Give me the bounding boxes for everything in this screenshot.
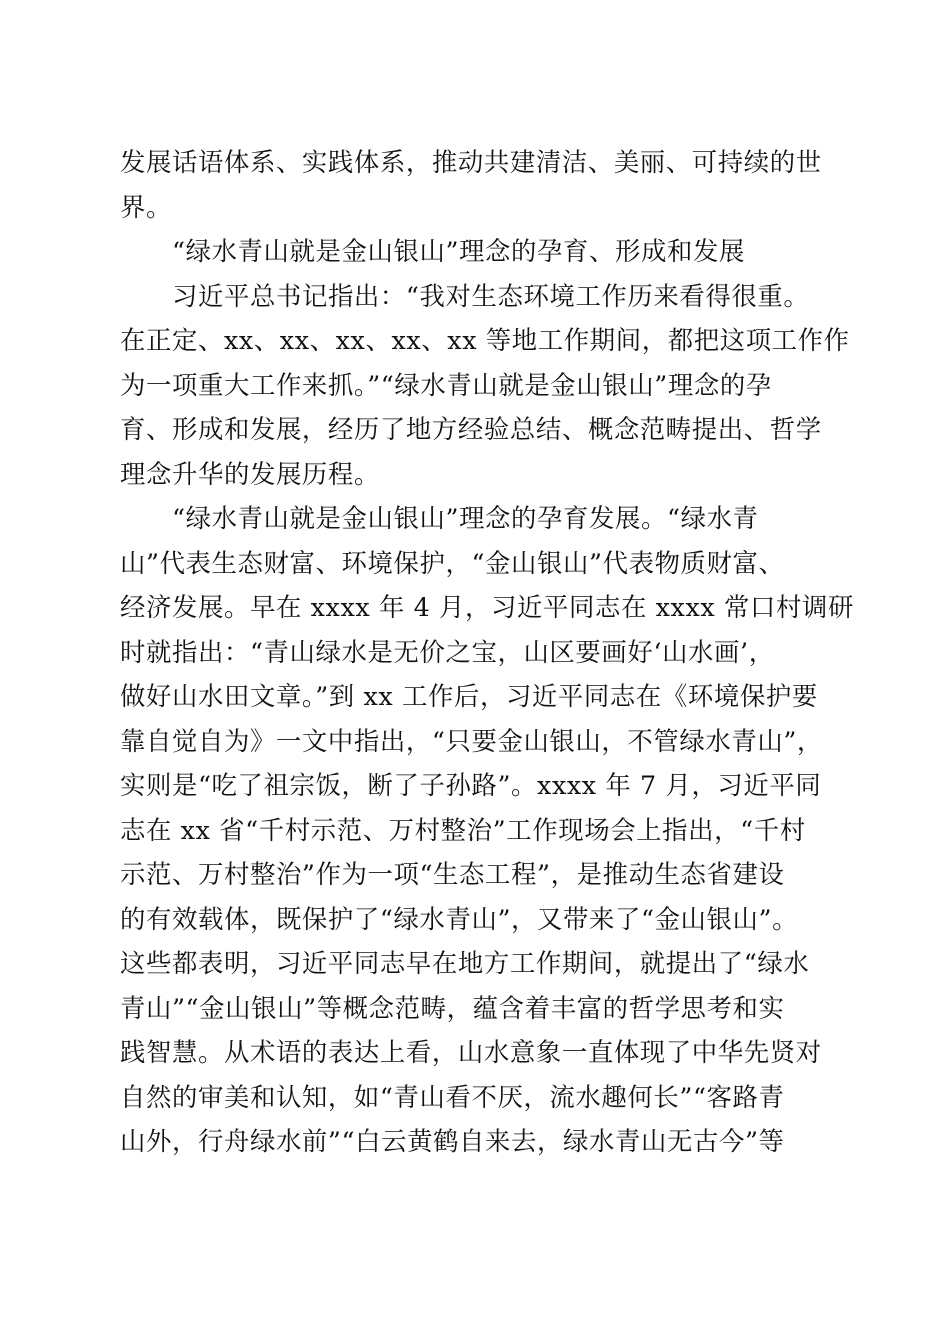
document-body — [120, 140, 854, 1164]
text-line: 发展话语体系、实践体系，推动共建清洁、美丽、可持续的世 — [120, 147, 822, 177]
text-line: 界。 — [120, 191, 172, 222]
text-line: 靠自觉自为》一文中指出，“只要金山银山，不管绿水青山”， — [120, 725, 823, 756]
text-line: 做好山水田文章。”到 xx 工作后，习近平同志在《环境保护要 — [120, 681, 818, 711]
text-line: 经济发展。早在 xxxx 年 4 月，习近平同志在 xxxx 常口村调研 — [120, 592, 854, 622]
text-line: 山”代表生态财富、环境保护，“金山银山”代表物质财富、 — [120, 547, 785, 578]
text-line: 习近平总书记指出：“我对生态环境工作历来看得很重。 — [172, 280, 810, 311]
text-line: 理念升华的发展历程。 — [120, 458, 380, 489]
text-line: 的有效载体，既保护了“绿水青山”，又带来了“金山银山”。 — [120, 903, 799, 934]
text-line: 践智慧。从术语的表达上看，山水意象一直体现了中华先贤对 — [120, 1037, 822, 1067]
text-line: 志在 xx 省“千村示范、万村整治”工作现场会上指出，“千村 — [120, 814, 806, 845]
text-line: 时就指出：“青山绿水是无价之宝，山区要画好‘山水画’， — [120, 636, 775, 667]
text-line: 示范、万村整治”作为一项“生态工程”，是推动生态省建设 — [120, 859, 785, 889]
text-line: 育、形成和发展，经历了地方经验总结、概念范畴提出、哲学 — [120, 414, 822, 444]
text-line: 实则是“吃了祖宗饭，断了子孙路”。xxxx 年 7 月，习近平同 — [120, 770, 822, 800]
text-line: 山外，行舟绿水前”“白云黄鹤自来去，绿水青山无古今”等 — [120, 1126, 785, 1156]
section-heading: “绿水青山就是金山银山”理念的孕育、形成和发展 — [172, 236, 745, 266]
text-line: 这些都表明，习近平同志早在地方工作期间，就提出了“绿水 — [120, 948, 810, 978]
text-line: 在正定、xx、xx、xx、xx、xx 等地工作期间，都把这项工作作 — [120, 325, 850, 355]
text-line: 自然的审美和认知，如“青山看不厌，流水趣何长”“客路青 — [120, 1081, 785, 1112]
text-line: 青山”“金山银山”等概念范畴，蕴含着丰富的哲学思考和实 — [120, 992, 785, 1023]
text-line: 为一项重大工作来抓。”“绿水青山就是金山银山”理念的孕 — [120, 369, 772, 400]
text-line: “绿水青山就是金山银山”理念的孕育发展。“绿水青 — [172, 503, 759, 533]
